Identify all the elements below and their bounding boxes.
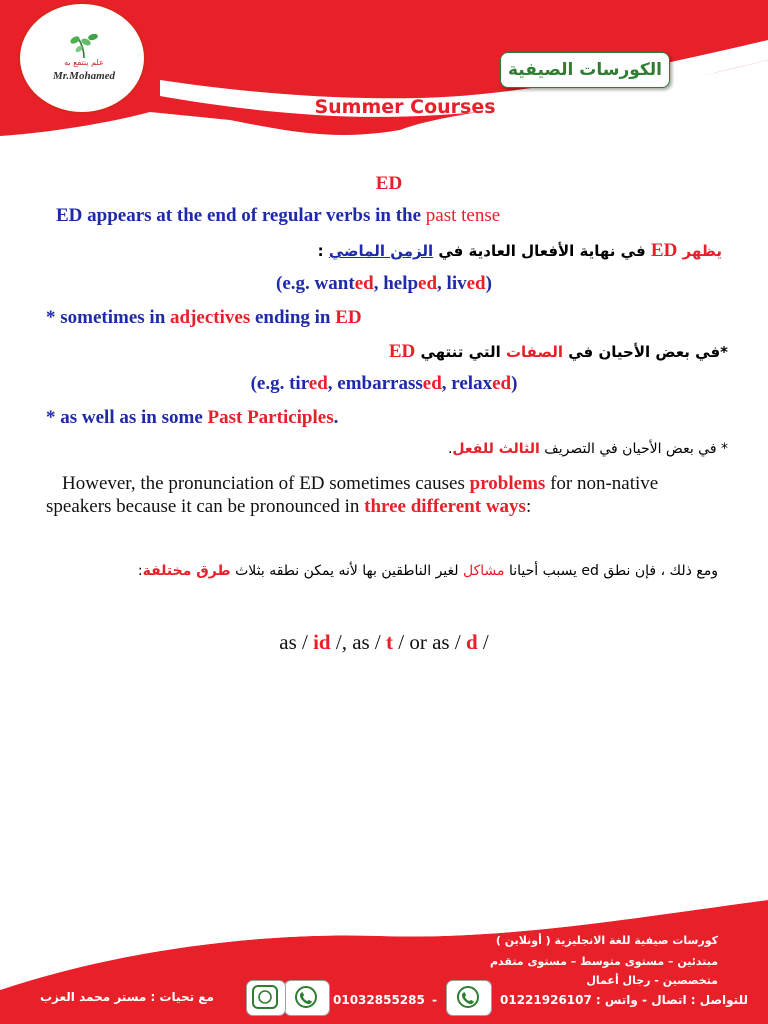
paragraph-en-line1 (62, 473, 658, 495)
highlight-adjectives: adjectives (170, 307, 251, 328)
logo-arabic-text: علم ينتفع به (64, 58, 104, 67)
pronunciation-ways (0, 630, 768, 655)
footer-line2: مبتدئين – مستوى متوسط – مستوى متقدم (489, 955, 718, 968)
examples-adjectives (0, 373, 768, 395)
logo-caption: Mr.Mohamed (52, 70, 116, 82)
ed-suffix: ed (492, 373, 512, 394)
text: ومع ذلك ، فإن نطق (598, 563, 718, 579)
ed-suffix: ed (308, 373, 328, 394)
text: / (477, 630, 489, 654)
ed-suffix: ed (354, 273, 374, 294)
footer-line3: متخصصين - رجال أعمال (586, 974, 718, 987)
examples-verbs (0, 273, 768, 295)
sound-id: id (313, 630, 331, 654)
highlight-ed: ED (650, 240, 678, 261)
text: However, the pronunciation of ED sometimes causes (62, 473, 470, 494)
highlight-past: الزمن الماضي (328, 242, 434, 260)
highlight-past-tense: past tense (425, 205, 501, 226)
text: في نهاية الأفعال العادية في (433, 242, 651, 260)
sound-d: d (465, 630, 478, 654)
line-participles-en (46, 407, 338, 429)
text: : (137, 563, 143, 579)
text: * sometimes in (46, 307, 171, 328)
highlight-adjectives: الصفات (505, 343, 564, 361)
text: * في بعض الأحيان في التصريف (539, 441, 728, 457)
text: ) (511, 373, 518, 394)
text: (e.g. tir (250, 373, 309, 394)
highlight-third-form: الثالث للفعل (452, 441, 540, 457)
text: يسبب أحيانا (504, 563, 582, 579)
highlight-problems: problems (469, 473, 546, 494)
text: : (525, 496, 532, 517)
separator: - (432, 993, 437, 1007)
paragraph-en-line2 (46, 496, 531, 518)
contact-row (500, 993, 748, 1007)
phone-number-2[interactable]: 01032855285 (333, 993, 425, 1007)
highlight-ed: ED (388, 341, 416, 362)
highlight-three-ways: three different ways (364, 496, 526, 517)
ed-suffix: ed (422, 373, 442, 394)
phone-icon (285, 981, 328, 1014)
highlight-past-participles: Past Participles (207, 407, 334, 428)
text: ) (485, 273, 492, 294)
phone-number-1[interactable]: 01221926107 (500, 993, 592, 1007)
contact-label: للتواصل : اتصال - واتس : (595, 993, 748, 1007)
leaf-icon (64, 32, 104, 60)
phone-icon-2[interactable] (284, 980, 330, 1016)
title-badge: الكورسات الصيفية (500, 52, 670, 88)
highlight-ways: طرق مختلفة (142, 563, 231, 579)
text: * as well as in some (46, 407, 208, 428)
text: as / (279, 630, 314, 654)
ed-suffix: ed (466, 273, 486, 294)
text: : (317, 242, 329, 260)
summer-courses-title: Summer Courses (314, 96, 496, 118)
text: يظهر (677, 242, 722, 260)
sound-t: t (386, 630, 394, 654)
line-definition-en (56, 205, 500, 227)
text: التي تنتهي (415, 343, 506, 361)
highlight-ed: ED (335, 307, 362, 328)
text: . (447, 441, 453, 457)
line-participles-ar (448, 441, 728, 457)
line-adjectives-ar (389, 341, 728, 363)
whatsapp-icon (247, 981, 284, 1014)
text: , help (373, 273, 419, 294)
phone-icon (447, 981, 490, 1014)
text: لغير الناطقين بها لأنه يمكن نطقه بثلاث (230, 563, 463, 579)
highlight-problems: مشاكل (462, 563, 505, 579)
lesson-heading: ED (375, 173, 403, 194)
text: /, as / (330, 630, 387, 654)
line-definition-ar (318, 240, 722, 262)
logo (18, 2, 146, 114)
text: ED appears at the end of regular verbs in the (56, 205, 426, 226)
text: speakers because it can be pronounced in (46, 496, 365, 517)
greeting: مع تحيات : مستر محمد العزب (40, 990, 214, 1004)
ed-suffix: ed (418, 273, 438, 294)
text: *في بعض الأحيان في (563, 343, 728, 361)
text: ending in (250, 307, 336, 328)
footer-line1: كورسات صيفية للغة الانجليزية ( أونلاين ) (495, 934, 718, 947)
text: . (333, 407, 339, 428)
line-adjectives-en (46, 307, 362, 329)
text: , liv (437, 273, 467, 294)
paragraph-ar (138, 563, 718, 579)
text: for non-native (545, 473, 659, 494)
whatsapp-icon[interactable] (246, 980, 286, 1016)
text: , relax (441, 373, 493, 394)
phone-whatsapp-icon-1[interactable] (446, 980, 492, 1016)
text: (e.g. want (276, 273, 355, 294)
text: , embarrass (327, 373, 423, 394)
text: ed (581, 563, 599, 579)
text: / or as / (393, 630, 466, 654)
